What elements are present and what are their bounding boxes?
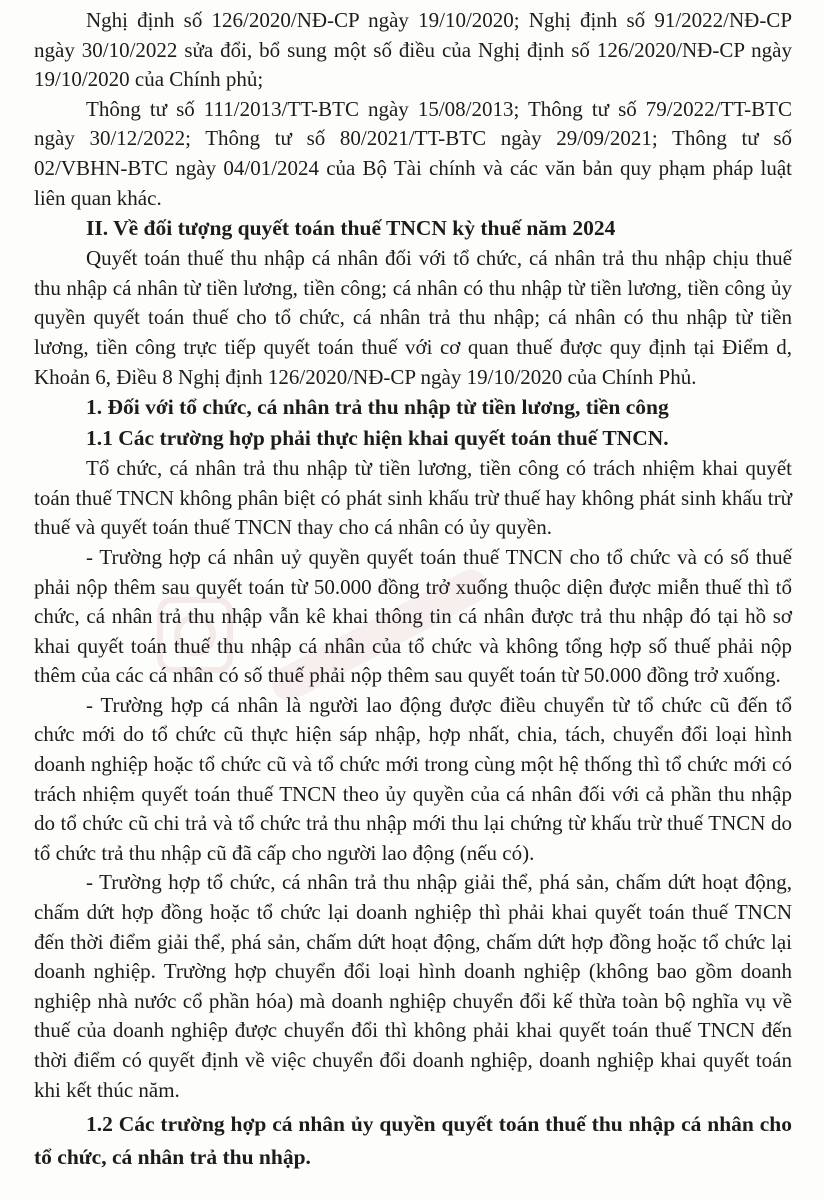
paragraph-section-2-intro: Quyết toán thuế thu nhập cá nhân đối với tổ chức, cá nhân trả thu nhập chịu thuế thu nhập cá nhân từ tiền lương, tiền công; cá nhân có thu nhập từ tiền lương, tiền công ủy quyền quyết toán thuế cho tổ chức, cá nhân trả thu nhập; cá nhân có thu nhập từ tiền lương, tiền công trực tiếp quyết toán thuế với cơ quan thuế được quy định tại Điểm d, Khoản 6, Điều 8 Nghị định 126/2020/NĐ-CP ngày 19/10/2020 của Chính Phủ. [34, 246, 792, 389]
paragraph-case-50000: - Trường hợp cá nhân uỷ quyền quyết toán thuế TNCN cho tổ chức và có số thuế phải nộp thêm sau quyết toán từ 50.000 đồng trở xuống thuộc diện được miễn thuế thì tổ chức, cá nhân trả thu nhập vẫn kê khai thông tin cá nhân được trả thu nhập đó tại hồ sơ khai quyết toán thuế thu nhập cá nhân của tổ chức và không tổng hợp số thuế phải nộp thêm của các cá nhân có số thuế phải nộp thêm sau quyết toán từ 50.000 đồng trở xuống. [34, 544, 792, 688]
heading-1-1: 1.1 Các trường hợp phải thực hiện khai quyết toán thuế TNCN. [86, 426, 669, 451]
heading-section-2: II. Về đối tượng quyết toán thuế TNCN kỳ thuế năm 2024 [86, 216, 616, 241]
paragraph-legal-basis-circular: Thông tư số 111/2013/TT-BTC ngày 15/08/2013; Thông tư số 79/2022/TT-BTC ngày 30/12/2022; Thông tư số 80/2021/TT-BTC ngày 29/09/2021; Thông tư số 02/VBHN-BTC ngày 04/01/2024 của Bộ Tài chính và các văn bản quy phạm pháp luật liên quan khác. [34, 96, 792, 210]
paragraph-case-dissolution: - Trường hợp tổ chức, cá nhân trả thu nhập giải thể, phá sản, chấm dứt hoạt động, chấm dứt hợp đồng hoặc tổ chức lại doanh nghiệp thì phải khai quyết toán thuế TNCN đến thời điểm giải thể, phá sản, chấm dứt hoạt động, chấm dứt hợp đồng hoặc tổ chức lại doanh nghiệp. Trường hợp chuyển đổi loại hình doanh nghiệp (không bao gồm doanh nghiệp nhà nước cổ phần hóa) mà doanh nghiệp chuyển đổi kế thừa toàn bộ nghĩa vụ về thuế của doanh nghiệp được chuyển đổi thì không phải khai quyết toán thuế TNCN đến thời điểm có quyết định về việc chuyển đổi doanh nghiệp, doanh nghiệp khai quyết toán khi kết thúc năm. [34, 870, 792, 1102]
document-body [34, 6, 792, 1174]
paragraph-case-transfer: - Trường hợp cá nhân là người lao động được điều chuyển từ tổ chức cũ đến tổ chức mới do tổ chức cũ thực hiện sáp nhập, hợp nhất, chia, tách, chuyển đổi loại hình doanh nghiệp hoặc tổ chức cũ và tổ chức mới trong cùng một hệ thống thì tổ chức mới có trách nhiệm quyết toán thuế TNCN theo ủy quyền của cá nhân đối với cả phần thu nhập do tổ chức cũ chi trả và tổ chức trả thu nhập mới thu lại chứng từ khấu trừ thuế TNCN do tổ chức trả thu nhập cũ đã cấp cho người lao động (nếu có). [34, 692, 792, 865]
heading-1: 1. Đối với tổ chức, cá nhân trả thu nhập từ tiền lương, tiền công [86, 395, 669, 420]
paragraph-1-1-intro: Tổ chức, cá nhân trả thu nhập từ tiền lương, tiền công có trách nhiệm khai quyết toán thuế TNCN không phân biệt có phát sinh khấu trừ thuế hay không phát sinh khấu trừ thuế và quyết toán thuế TNCN thay cho cá nhân có ủy quyền. [34, 456, 792, 540]
paragraph-legal-basis-decree: Nghị định số 126/2020/NĐ-CP ngày 19/10/2020; Nghị định số 91/2022/NĐ-CP ngày 30/10/2022 sửa đổi, bổ sung một số điều của Nghị định số 126/2020/NĐ-CP ngày 19/10/2020 của Chính phủ; [34, 8, 792, 92]
heading-1-2: 1.2 Các trường hợp cá nhân ủy quyền quyết toán thuế thu nhập cá nhân cho tổ chức, cá nhân trả thu nhập. [34, 1112, 792, 1170]
